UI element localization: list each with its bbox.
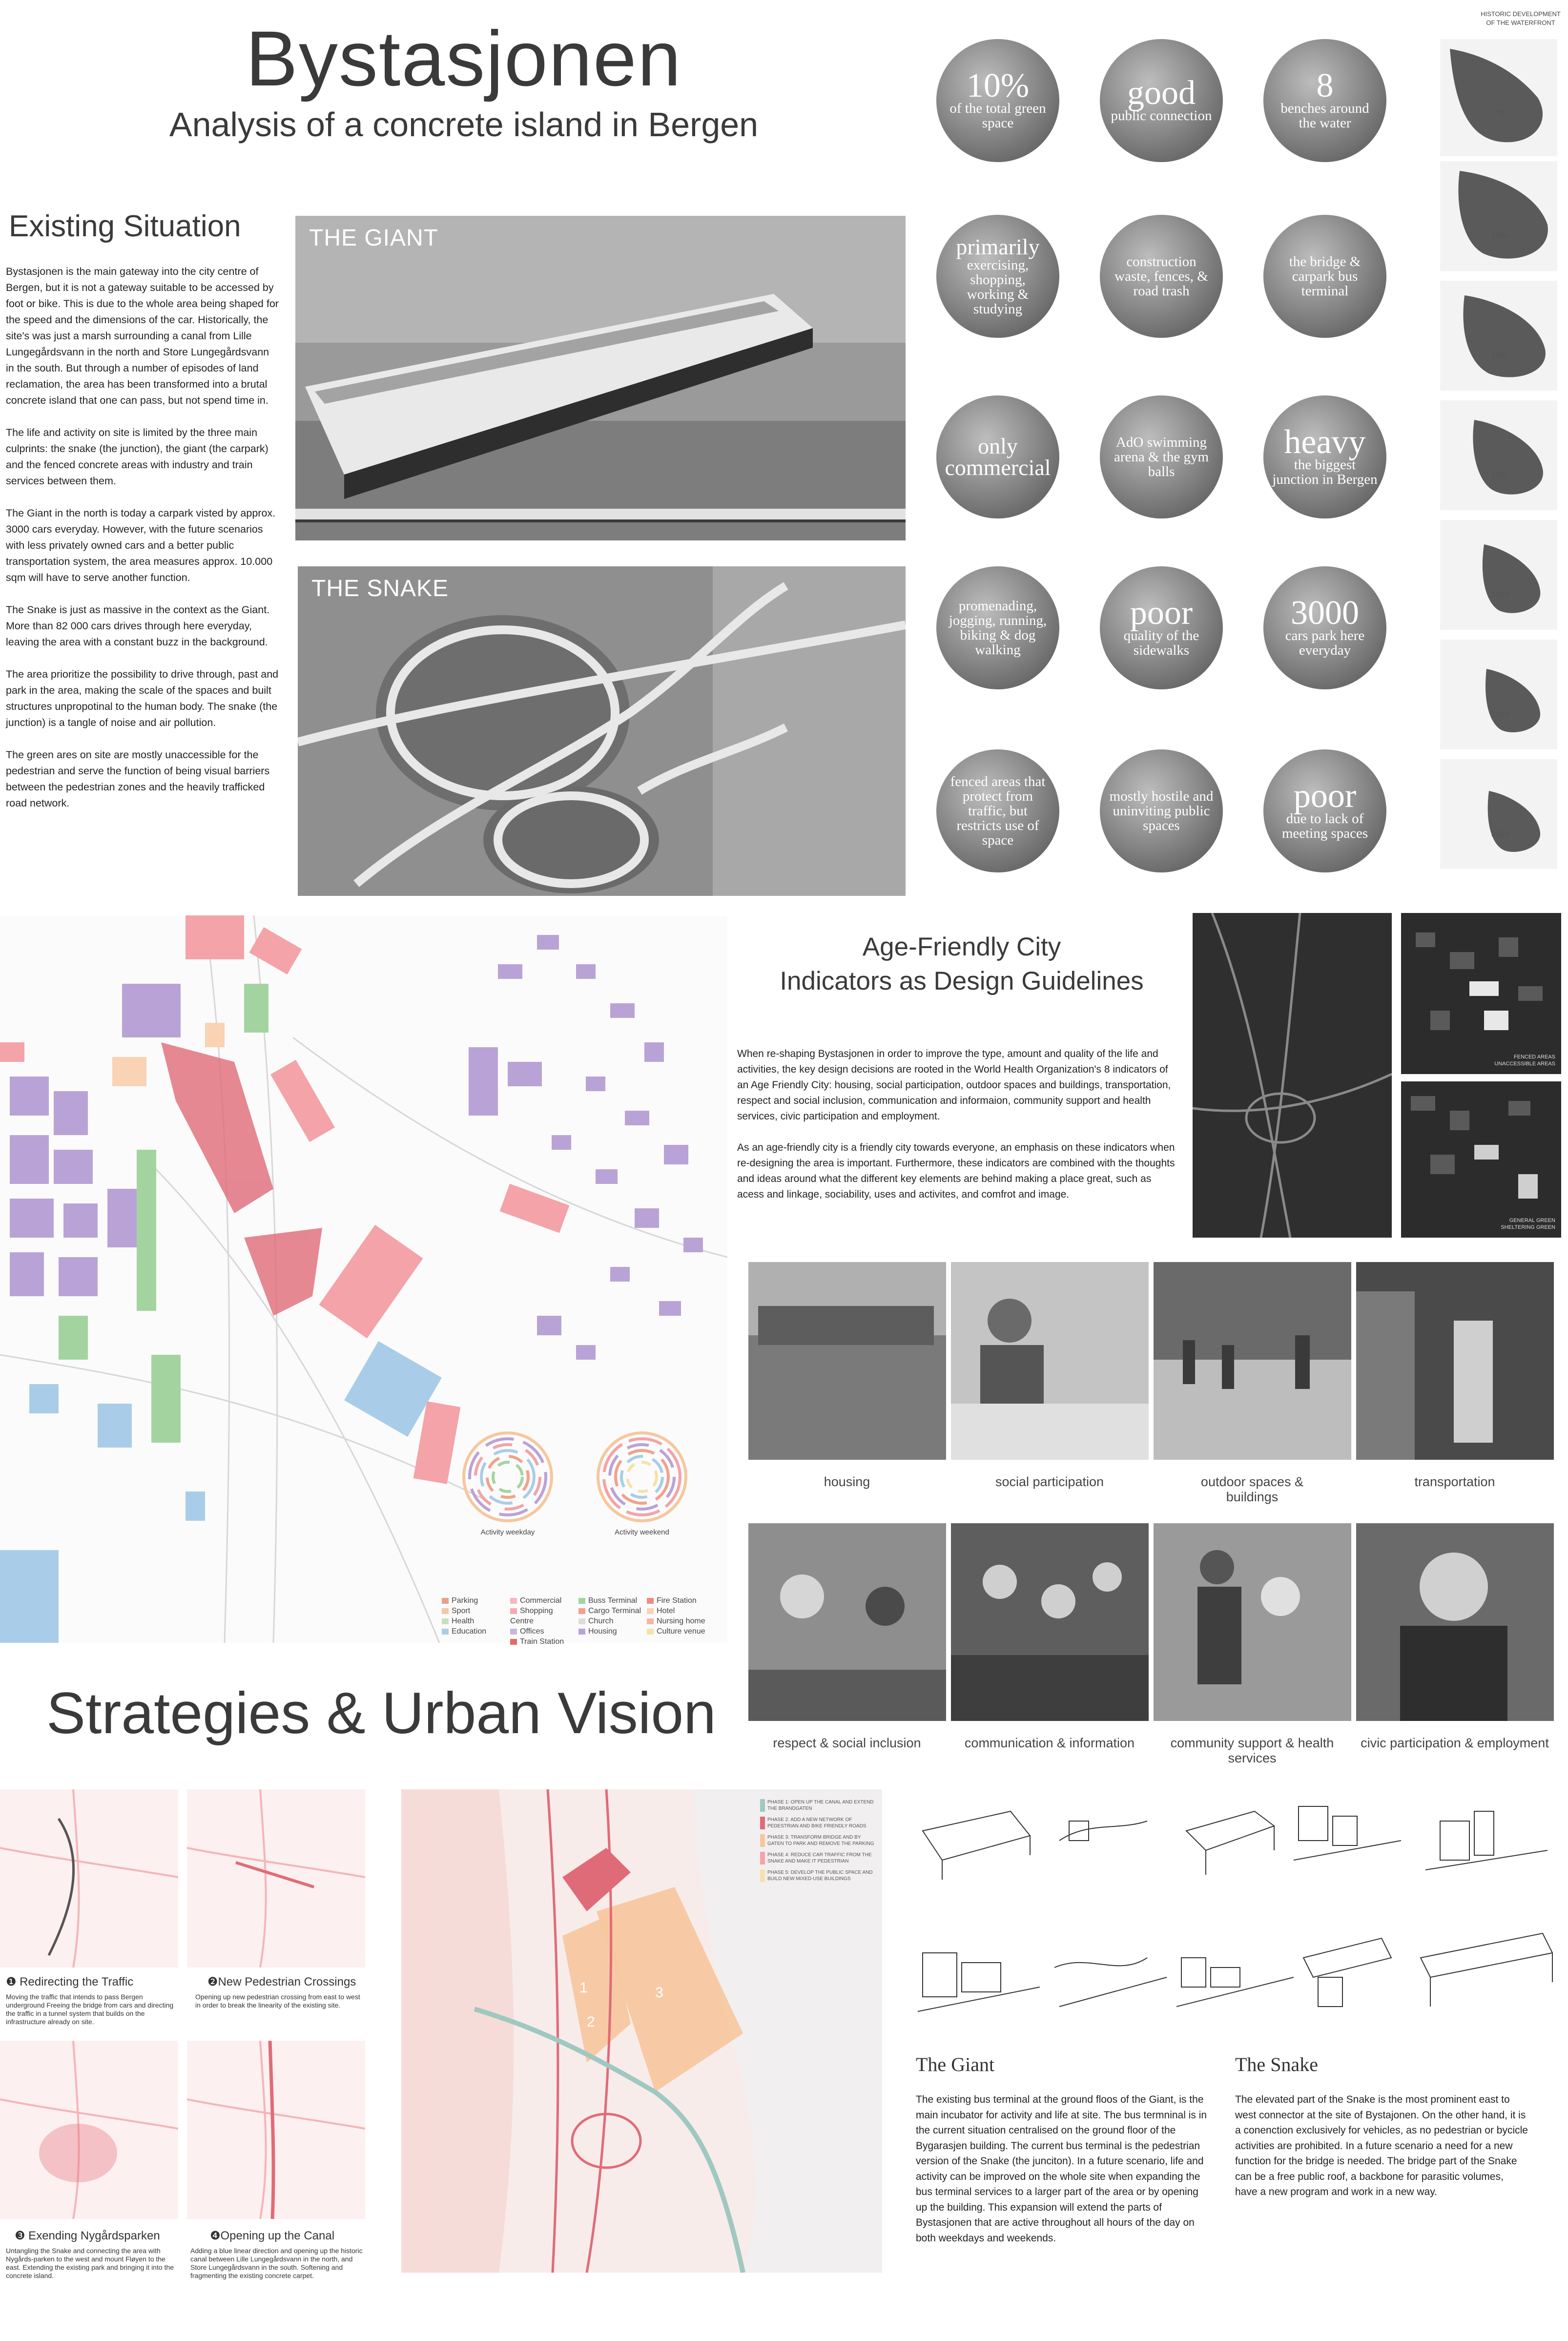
stat-value: 3000 [1291,594,1359,632]
fenced-areas-map [1401,913,1561,1074]
history-map-drawing [1440,281,1557,391]
strategy-title: ❶ Redirecting the Traffic [6,1975,134,1989]
legend-label: Hotel [657,1607,675,1615]
age-friendly-paragraph: When re-shaping Bystasjonen in order to improve the type, amount and quality of the life and activities, the key design decisions are rooted in the World Health Organization's 8 indicators of an Age Friendly City: housing, social participation, outdoor spaces and buildings, transportation, respect and social inclusion, communication and informaion, community support and health services, civic participation and employment. [737,1048,1171,1122]
fenced-areas-label: FENCED AREAS UNACCESSIBLE AREAS [1494,1054,1555,1067]
stat-circle [1100,39,1223,162]
snake-photo [298,566,906,896]
history-map [1440,39,1557,156]
giant-label: THE GIANT [309,225,439,251]
legend-label: Cargo Terminal [588,1607,641,1615]
stat-circle [936,39,1059,162]
legend-label: Parking [452,1596,478,1605]
legend-label: Nursing home [657,1617,705,1625]
social-participation-photo-scene [951,1262,1149,1460]
giant-heading: The Giant [916,2053,995,2075]
strategy-title: ❸ Exending Nygårdsparken [15,2229,160,2242]
legend-item [647,1626,715,1637]
indicator-caption: outdoor spaces & buildings [1200,1474,1304,1504]
poster-subtitle: Analysis of a concrete island in Bergen [169,105,759,144]
indicator-caption: respect & social inclusion [773,1736,921,1750]
history-year: 2003 [1491,710,1509,719]
legend-label: Church [588,1617,614,1625]
history-year: 1741 [1491,110,1509,118]
age-friendly-title [762,930,1162,998]
communication-photo [951,1523,1149,1721]
respect-inclusion-photo [748,1523,946,1721]
map-legend [442,1595,735,1647]
strategies-heading: Strategies & Urban Vision [46,1680,716,1746]
indicator-caption: civic participation & employment [1361,1736,1549,1750]
social-participation-photo [951,1262,1149,1460]
stat-caption: AdO swimming arena & the gym balls [1114,435,1209,479]
history-map [1440,640,1557,749]
civic-participation-photo-scene [1356,1523,1554,1721]
community-support-photo [1154,1523,1351,1721]
housing-photo-scene [748,1262,946,1460]
dark-site-map-drawing [1193,913,1392,1238]
strategy-map-drawing [0,1789,178,1968]
history-map [1440,400,1557,510]
stat-circle [1100,215,1223,338]
existing-text [6,264,279,828]
stat-circle [936,215,1059,338]
transportation-photo-scene [1356,1262,1554,1460]
legend-swatch [647,1618,654,1624]
history-year: 1911 [1491,471,1508,479]
legend-item [442,1616,510,1626]
sketches [913,1792,1562,2046]
existing-paragraph: The Snake is just as massive in the context as the Giant. More than 82 000 cars drives through here everyday, leaving the area with a constant buzz in the background. [6,604,270,648]
stat-circle [1263,749,1386,872]
fenced-areas-map-drawing [1401,913,1561,1074]
history-map-drawing [1440,759,1557,869]
sketches-drawing [913,1792,1562,2046]
strategy-title: ❷New Pedestrian Crossings [207,1975,356,1989]
age-friendly-paragraph: As an age-friendly city is a friendly city towards everyone, an emphasis on these indicators when re-designing the area is important. Furthermore, these indicators are combined with the thoughts and ideas around what the different key elements are behind making a place great, such as acess and linkage, sociability, uses and activites, and comfrot and image. [737,1142,1175,1200]
legend-column [578,1595,647,1637]
respect-inclusion-photo-scene [748,1523,946,1721]
snake-label: THE SNAKE [311,576,449,601]
phase-item: PHASE 5: DEVELOP THE PUBLIC SPACE AND BUILD NEW MIXED-USE BUILDINGS [760,1869,877,1882]
strategy-map [0,1789,178,1968]
legend-label: Buss Terminal [588,1596,638,1605]
strategy-map [187,1789,365,1968]
history-year: 2019 [1491,830,1509,838]
outdoor-spaces-photo-scene [1154,1262,1351,1460]
legend-label: Education [452,1627,487,1636]
snake-text: The elevated part of the Snake is the most prominent east to west connector at the site of Bystajonen. On the other hand, it is a conenction exclusively for vehicles, as no pedestrian or bycicle activities are prohibited. In a future scenario a need for a new function for the bridge is needed. The bridge part of the Snake can be a free public roof, a backbone for parasitic volumes, have a new program and work in a new way. [1235,2094,1528,2197]
stat-value: primarily [956,234,1040,259]
strategy-text: Opening up new pedestrian crossing from east to west in order to break the linearity of the existing site. [195,1993,360,2009]
legend-column [647,1595,715,1637]
plan-label: 2 [587,2014,595,2030]
transportation-photo [1356,1262,1554,1460]
legend-swatch [510,1608,517,1614]
indicator-caption: social participation [995,1474,1104,1489]
activity-weekday-label: Activity weekday [480,1528,535,1536]
stat-caption: benches around the water [1280,101,1369,131]
stat-caption: due to lack of meeting spaces [1281,811,1368,841]
stat-circle [936,395,1059,518]
green-areas-map [1401,1081,1561,1238]
legend-label: Health [452,1617,475,1625]
history-title: HISTORIC DEVELOPMENT OF THE WATERFRONT [1481,10,1561,26]
strategy-text: Adding a blue linear direction and opening up the historic canal between Lille Lungegårdsvann in the north, and Store Lungegårdsvann in the south. Softening and fragmenting the existing concrete carpet. [190,2247,363,2279]
legend-swatch [578,1598,585,1604]
stat-value: only commercial [945,434,1051,480]
legend-swatch [442,1629,449,1635]
stat-caption: the biggest junction in Bergen [1272,457,1378,487]
strategy-map [187,2041,365,2219]
green-areas-map-drawing [1401,1081,1561,1238]
indicator-caption: housing [824,1474,870,1489]
history-map [1440,520,1557,630]
giant-illustration [295,216,906,540]
legend-label: Culture venue [657,1627,705,1636]
legend-swatch [510,1639,517,1645]
stat-caption: fenced areas that protect from traffic, but restricts use of space [950,774,1046,848]
plan-label: 3 [655,1985,663,2001]
indicator-caption: transportation [1414,1474,1495,1489]
legend-label: Shopping Centre [510,1607,553,1625]
stat-caption: exercising, shopping, working & studying [967,257,1029,317]
stat-circle [1263,395,1386,518]
existing-heading: Existing Situation [9,209,241,243]
history-map [1440,161,1557,271]
legend-item [510,1606,578,1626]
existing-paragraph: The Giant in the north is today a carpark visted by approx. 3000 cars everyday. However, with the future scenarios with less privately owned cars and a better public transportation system, the area measures approx. 10.000 sqm will have to serve another function. [6,507,276,583]
strategy-map [0,2041,178,2219]
phase-list [760,1799,877,1887]
legend-swatch [647,1608,654,1614]
legend-item [647,1616,715,1626]
strategy-title: ❹Opening up the Canal [210,2229,335,2242]
legend-item [442,1606,510,1616]
legend-item [510,1595,578,1606]
stat-circle [936,566,1059,689]
history-map-drawing [1440,400,1557,510]
strategy-map-drawing [187,1789,365,1968]
existing-paragraph: The area prioritize the possibility to drive through, past and park in the area, making the scale of the spaces and built structures unpropotinal to the human body. The snake (the junction) is a tangle of noise and air pollution. [6,668,279,728]
phase-item: PHASE 3: TRANSFORM BRIDGE AND BY GATEN TO PARK AND REMOVE THE PARKING [760,1834,877,1847]
activity-weekday-diagram [459,1428,557,1526]
history-map-drawing [1440,640,1557,749]
legend-swatch [578,1629,585,1635]
legend-label: Sport [452,1607,471,1615]
stat-caption: cars park here everyday [1285,628,1365,658]
legend-column [442,1595,510,1637]
history-map [1440,281,1557,391]
activity-weekend-rings [593,1428,691,1526]
legend-swatch [442,1598,449,1604]
history-map-drawing [1440,161,1557,271]
phase-item: PHASE 2: ADD A NEW NETWORK OF PEDESTRIAN AND BIKE FRIENDLY ROADS [760,1817,877,1829]
plan-label: 1 [579,1980,588,1996]
existing-paragraph: The green ares on site are mostly unaccessible for the pedestrian and serve the function of being visual barriers between the pedestrian zones and the heavily trafficked road network. [6,749,270,809]
legend-swatch [442,1618,449,1624]
age-friendly-title-line1: Age-Friendly City [862,932,1061,961]
stat-circle [1100,749,1223,872]
strategy-map-drawing [187,2041,365,2219]
legend-label: Offices [520,1627,544,1636]
outdoor-spaces-photo [1154,1262,1351,1460]
legend-swatch [578,1608,585,1614]
stat-circle [1263,566,1386,689]
legend-label: Housing [588,1627,617,1636]
history-year: 1800 [1491,232,1509,240]
stat-value: poor [1130,594,1193,632]
stat-circle [1263,39,1386,162]
legend-label: Fire Station [657,1596,697,1605]
legend-swatch [647,1629,654,1635]
activity-weekend-label: Activity weekend [615,1528,669,1536]
history-map-drawing [1440,39,1557,156]
legend-item [578,1616,647,1626]
stat-value: 8 [1316,67,1334,104]
civic-participation-photo [1356,1523,1554,1721]
snake-illustration [298,566,906,896]
history-map-drawing [1440,520,1557,630]
stat-caption: construction waste, fences, & road trash [1114,254,1208,299]
existing-paragraph: The life and activity on site is limited by the three main culprints: the snake (the junction), the giant (the carpark) and the fenced concrete areas with industry and train services between them. [6,427,268,487]
stat-value: poor [1293,777,1357,815]
legend-swatch [510,1598,517,1604]
legend-item [578,1595,647,1606]
legend-item [578,1626,647,1637]
legend-label: Train Station [520,1637,564,1646]
stat-caption: mostly hostile and uninviting public spaces [1109,788,1214,833]
strategy-text: Untangling the Snake and connecting the area with Nygårds-parken to the west and mount Fløyen to the east. Extending the existing park and bringing it into the concrete island. [6,2247,174,2279]
age-friendly-text [737,1046,1176,1218]
stat-value: heavy [1284,423,1366,461]
stat-caption: the bridge & carpark bus terminal [1289,254,1361,299]
stat-caption: quality of the sidewalks [1123,628,1199,658]
legend-item [442,1626,510,1637]
phase-item: PHASE 4: REDUCE CAR TRAFFIC FROM THE SNAKE AND MAKE IT PEDESTRIAN [760,1852,877,1865]
stat-value: 10% [966,67,1030,104]
legend-item [510,1626,578,1637]
age-friendly-title-line2: Indicators as Design Guidelines [780,967,1144,995]
strategy-text: Moving the traffic that intends to pass Bergen underground Freeing the bridge from cars and directing the traffic in a tunnel system that builds on the infrastructure already on site. [6,1993,174,2026]
legend-item [578,1606,647,1616]
legend-swatch [510,1629,517,1635]
legend-item [510,1637,578,1647]
community-support-photo-scene [1154,1523,1351,1721]
indicator-caption: communication & information [964,1736,1135,1750]
stat-value: good [1127,74,1196,112]
green-areas-label: GENERAL GREEN SHELTERING GREEN [1501,1218,1555,1230]
giant-photo [295,216,906,540]
history-year: 1907 [1491,352,1509,360]
legend-label: Commercial [520,1596,562,1605]
history-year: 1960 [1491,591,1509,599]
history-map [1440,759,1557,869]
stat-circle [1263,215,1386,338]
legend-item [647,1595,715,1606]
stat-caption: public connection [1111,108,1212,124]
legend-item [647,1606,715,1616]
indicator-caption: community support & health services [1170,1736,1334,1765]
existing-paragraph: Bystasjonen is the main gateway into the city centre of Bergen, but it is not a gateway suitable to be accessed by foot or bike. This is due to the whole area being shaped for the speed and the dimensions of the car. Historically, the site's was just a marsh surrounding a canal from Lille Lungegårdsvann in the north and Store Lungegårdsvann in the south. But through a number of episodes of land reclamation, the area has been transformed into a brutal concrete island that one can pass, but not spend time in. [6,266,279,406]
activity-weekday-rings [459,1428,557,1526]
stat-circle [1100,395,1223,518]
stat-caption: of the total green space [949,101,1046,131]
activity-weekend-diagram [593,1428,691,1526]
strategy-map-drawing [0,2041,178,2219]
masterplan-map [401,1789,882,2273]
stat-circle [1100,566,1223,689]
legend-swatch [647,1598,654,1604]
giant-text: The existing bus terminal at the ground floos of the Giant, is the main incubator for activity and life at site. The bus termninal is in the current situation centralised on the ground floor of the Bygarasjen building. The current bus terminal is the pedestrian version of the Snake (the junciton). In a future scenario, life and activity can be improved on the whole site when expanding the bus terminal services to a larger part of the area or by opening up the building. This expansion will extend the parts of Bystasjonen that are active throughout all hours of the day on both weekdays and weekends. [916,2094,1207,2244]
legend-column [510,1595,578,1647]
stat-circle [936,749,1059,872]
phase-item: PHASE 1: OPEN UP THE CANAL AND EXTEND THE BRANDGATEN [760,1799,877,1812]
housing-photo [748,1262,946,1460]
dark-site-map [1193,913,1392,1238]
legend-swatch [442,1608,449,1614]
snake-heading: The Snake [1235,2053,1318,2075]
poster-title: Bystasjonen [246,15,682,102]
communication-photo-scene [951,1523,1149,1721]
legend-swatch [578,1618,585,1624]
stat-caption: promenading, jogging, running, biking & dog walking [949,598,1047,658]
legend-item [442,1595,510,1606]
